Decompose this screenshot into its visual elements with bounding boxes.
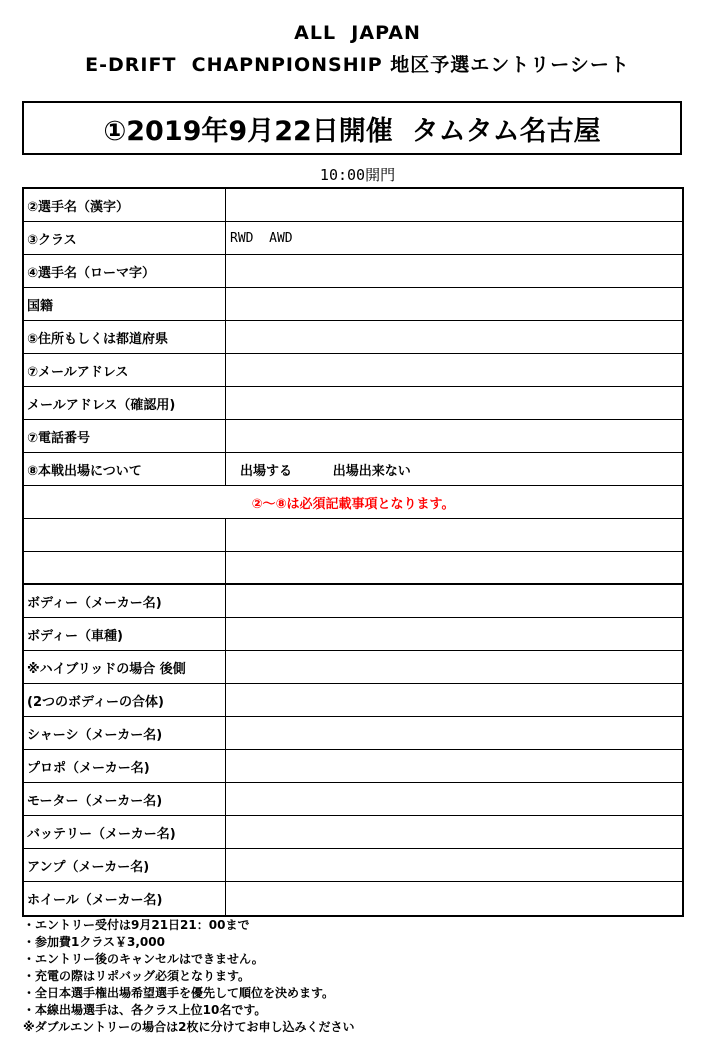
form-row-name-roman xyxy=(24,255,682,288)
blank-field[interactable] xyxy=(226,519,682,551)
form-row-body-maker xyxy=(24,585,682,618)
body-model-field[interactable] xyxy=(226,618,682,650)
event-title-box xyxy=(22,101,682,155)
form-row-name-kanji xyxy=(24,189,682,222)
open-time: 10:00開門 xyxy=(319,166,396,184)
address-field[interactable] xyxy=(226,321,682,353)
form-row-motor xyxy=(24,783,682,816)
hybrid-combo-field[interactable] xyxy=(226,684,682,716)
radio-field[interactable] xyxy=(226,750,682,782)
form-row-class xyxy=(24,222,682,255)
form-row-radio xyxy=(24,750,682,783)
form-label xyxy=(24,519,226,551)
note-item: ※ダブルエントリーの場合は2枚に分けてお申し込みください xyxy=(23,1020,355,1034)
note-item: ・エントリー受付は9月21日21：00まで xyxy=(23,918,250,932)
event-title: ①2019年9月22日開催 タムタム名古屋 xyxy=(103,115,601,147)
form-row-main-event xyxy=(24,453,682,486)
note-item: ・本線出場選手は、各クラス上位10名です。 xyxy=(23,1003,267,1017)
form-label: メールアドレス（確認用) xyxy=(24,387,226,419)
note-item: ・全日本選手権出場希望選手を優先して順位を決めます。 xyxy=(23,986,335,1000)
form-row-battery xyxy=(24,816,682,849)
header-title-line2: E-DRIFT CHAPNPIONSHIP 地区予選エントリーシート xyxy=(85,54,630,76)
form-row-email xyxy=(24,354,682,387)
email-confirm-field[interactable] xyxy=(226,387,682,419)
phone-field[interactable] xyxy=(226,420,682,452)
form-label: ⑦電話番号 xyxy=(24,420,226,452)
form-label: プロポ（メーカー名) xyxy=(24,750,226,782)
entry-form-table xyxy=(22,187,684,917)
form-label: モーター（メーカー名) xyxy=(24,783,226,815)
blank-field[interactable] xyxy=(226,552,682,583)
form-label: ②選手名（漢字） xyxy=(24,189,226,221)
form-label: (2つのボディーの合体) xyxy=(24,684,226,716)
form-label xyxy=(24,552,226,583)
form-label: ⑤住所もしくは都道府県 xyxy=(24,321,226,353)
email-field[interactable] xyxy=(226,354,682,386)
main-event-choice-field[interactable]: 出場する 出場出来ない xyxy=(240,463,411,479)
form-label: バッテリー（メーカー名) xyxy=(24,816,226,848)
form-label: ⑦メールアドレス xyxy=(24,354,226,386)
form-label: アンプ（メーカー名) xyxy=(24,849,226,881)
form-row-nationality xyxy=(24,288,682,321)
form-row-amp xyxy=(24,849,682,882)
header-title-line1: ALL JAPAN xyxy=(294,22,421,44)
form-row-blank xyxy=(24,519,682,552)
class-field[interactable]: RWD AWD xyxy=(230,230,293,246)
amp-field[interactable] xyxy=(226,849,682,881)
nationality-field[interactable] xyxy=(226,288,682,320)
form-label: ④選手名（ローマ字） xyxy=(24,255,226,287)
form-label: 国籍 xyxy=(24,288,226,320)
body-maker-field[interactable] xyxy=(226,585,682,617)
form-row-hybrid-combo xyxy=(24,684,682,717)
motor-field[interactable] xyxy=(226,783,682,815)
form-label: ボディー（車種) xyxy=(24,618,226,650)
form-label: ※ハイブリッドの場合 後側 xyxy=(24,651,226,683)
chassis-field[interactable] xyxy=(226,717,682,749)
form-label: ⑧本戦出場について xyxy=(24,453,226,485)
form-row-chassis xyxy=(24,717,682,750)
required-notice: ②～⑧は必須記載事項となります。 xyxy=(251,496,455,512)
note-item: ・充電の際はリポバッグ必須となります。 xyxy=(23,969,251,983)
name-roman-field[interactable] xyxy=(226,255,682,287)
hybrid-rear-field[interactable] xyxy=(226,651,682,683)
form-row-wheel xyxy=(24,882,682,915)
battery-field[interactable] xyxy=(226,816,682,848)
form-row-notice xyxy=(24,486,682,519)
form-row-phone xyxy=(24,420,682,453)
form-label: シャーシ（メーカー名) xyxy=(24,717,226,749)
notes-list xyxy=(23,917,703,1036)
note-item: ・エントリー後のキャンセルはできません。 xyxy=(23,952,264,966)
form-row-blank xyxy=(24,552,682,585)
wheel-field[interactable] xyxy=(226,882,682,915)
form-row-email-confirm xyxy=(24,387,682,420)
form-label: ボディー（メーカー名) xyxy=(24,585,226,617)
form-row-address xyxy=(24,321,682,354)
form-label: ③クラス xyxy=(24,222,226,254)
name-kanji-field[interactable] xyxy=(226,189,682,221)
form-row-body-model xyxy=(24,618,682,651)
form-row-hybrid-rear xyxy=(24,651,682,684)
note-item: ・参加費1クラス￥3,000 xyxy=(23,935,165,949)
form-label: ホイール（メーカー名) xyxy=(24,882,226,915)
